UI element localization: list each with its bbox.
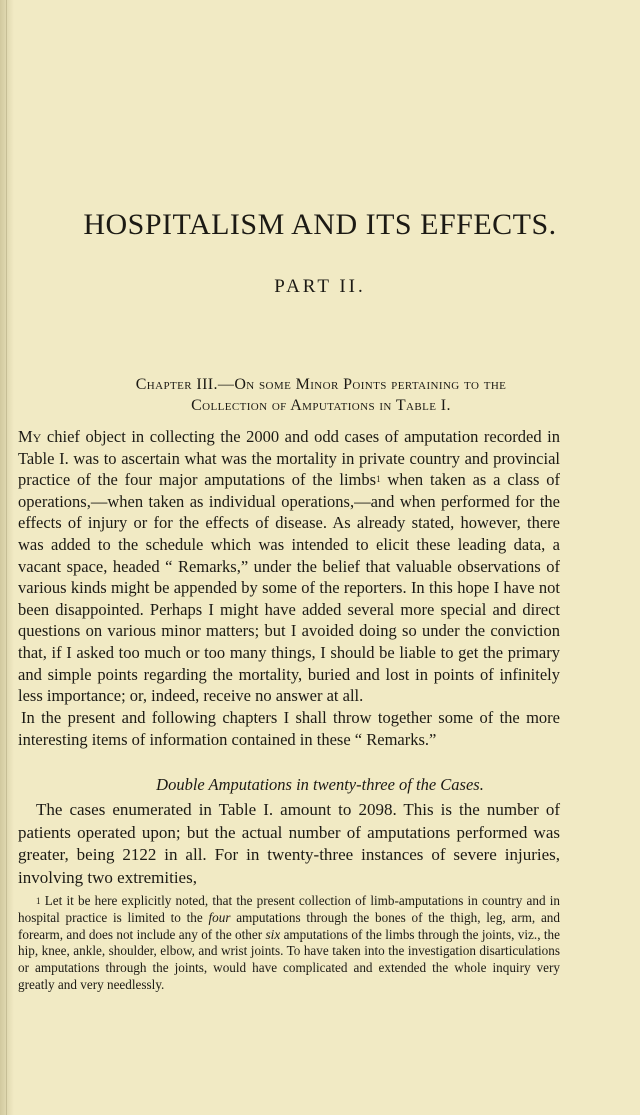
part-heading: PART II. xyxy=(274,276,366,297)
footnote-text-c: amputations of the limbs through the joints, viz., the hip, knee, ankle, shoulder, elbow, and wrist joints. To have taken into the investigation disarticulations or amputations through the joints, would have complicated and extended the whole inquiry very greatly and very needlessly. xyxy=(18,926,560,992)
chapter-heading-line-1: Chapter III.—On some Minor Points pertaining to the xyxy=(135,376,507,393)
footnote-number: 1 xyxy=(36,896,41,906)
footnote-ref: 1 xyxy=(376,474,381,485)
footnote-emphasis-four: four xyxy=(208,909,231,925)
paragraph-3: The cases enumerated in Table I. amount to 2098. This is the number of patients operated upon; but the actual number of amputations performed was greater, being 2122 in all. For in twenty-three instances of severe injuries, involving two extremities, xyxy=(18,800,560,887)
footnote xyxy=(18,893,560,994)
footnote-text-a: Let it be here explicitly noted, that the present collection of limb-amputations in country and in hospital practice is limited to the xyxy=(18,893,560,925)
paragraph-1-text-a: chief object in collecting the 2000 and odd cases of amputation recorded in Table I. was to ascertain what was the mortality in private country and provincial practice of the four major amputations of the limbs xyxy=(18,427,560,490)
footnote-text-b: amputations through the bones of the thigh, leg, arm, and forearm, and does not include any of the other xyxy=(18,909,560,942)
chapter-heading-line-2: Collection of Amputations in Table I. xyxy=(191,397,451,414)
page-edge xyxy=(6,0,7,1115)
page-title: HOSPITALISM AND ITS EFFECTS. xyxy=(83,208,557,241)
section-subheading: Double Amputations in twenty-three of the Cases. xyxy=(156,775,484,794)
paragraph-1-text-b: when taken as a class of operations,—when taken as individual operations,—and when performed for the effects of injury or for the effects of disease. As already stated, however, there was added to the schedule which was intended to elicit these leading data, a vacant space, headed “ Remarks,” under the belief that valuable observations of various kinds might be appended by some of the reporters. In this hope I have not been disappointed. Perhaps I might have added several more special and direct questions on various minor matters; but I avoided doing so under the conviction that, if I asked too much or too many things, I should be liable to get the primary and simple points regarding the mortality, buried and lost in points of infinitely less importance; or, indeed, receive no answer at all. xyxy=(18,470,560,706)
footnote-emphasis-six: six xyxy=(265,926,281,942)
paragraph-1-lead: My xyxy=(18,427,42,446)
paragraph-2: In the present and following chapters I shall throw together some of the more interesting items of information contained in these “ Remarks.” xyxy=(18,708,560,749)
chapter-heading xyxy=(38,374,604,416)
paragraph-1 xyxy=(18,426,560,707)
